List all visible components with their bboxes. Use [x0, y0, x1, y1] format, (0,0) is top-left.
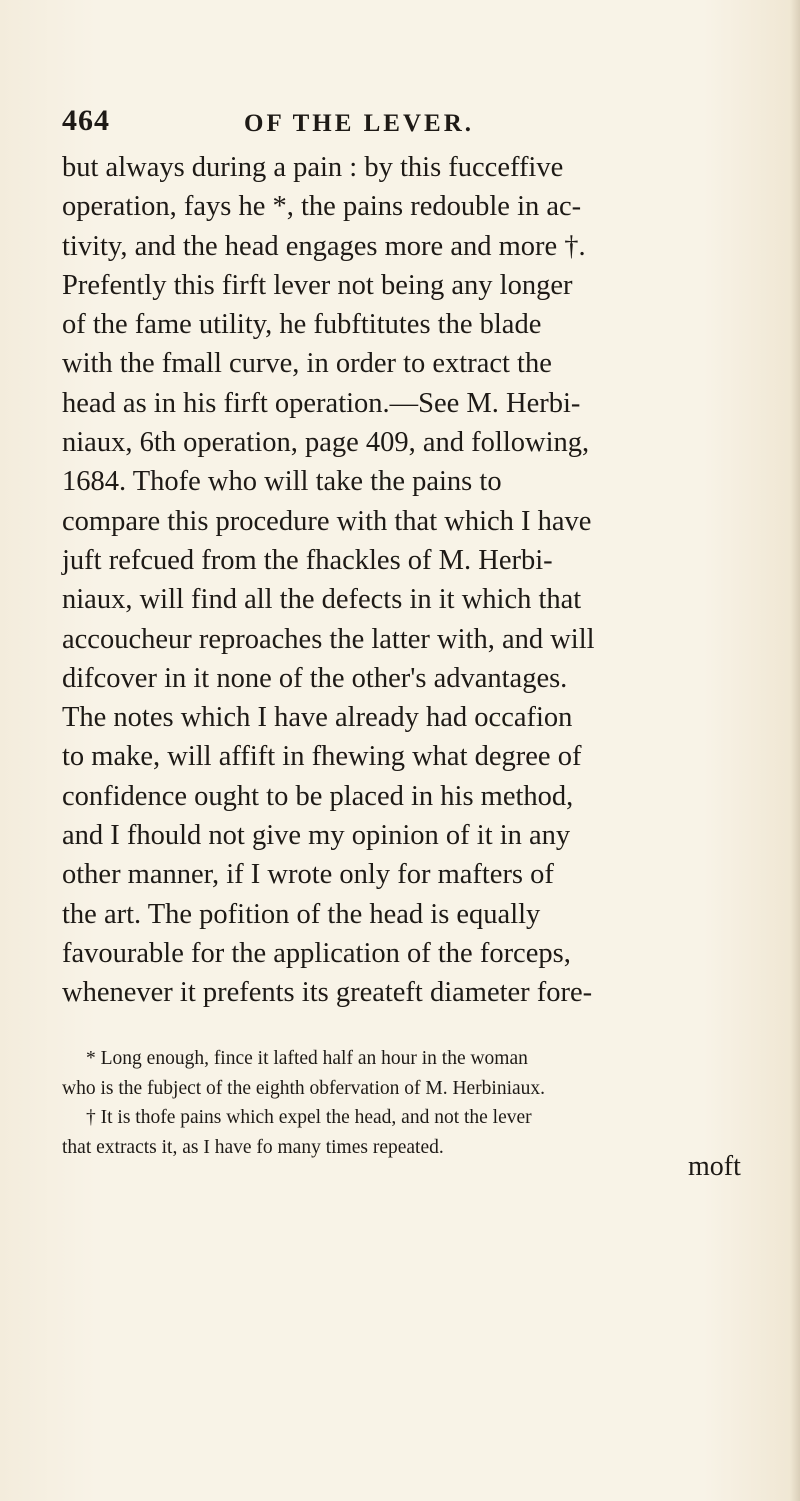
text-line: other manner, if I wrote only for mafters of — [62, 859, 554, 891]
text-line: the art. The pofition of the head is equally — [62, 898, 541, 930]
text-line: compare this procedure with that which I have — [62, 505, 592, 537]
text-line: whenever it prefents its greateft diameter fore- — [62, 977, 593, 1009]
footnote-line: who is the fubject of the eighth obfervation of M. Herbiniaux. — [62, 1077, 546, 1099]
text-line: niaux, will find all the defects in it which that — [62, 584, 582, 616]
text-line: but always during a pain : by this fucceffive — [62, 152, 564, 183]
text-line: niaux, 6th operation, page 409, and following, — [62, 427, 590, 459]
text-line: and I fhould not give my opinion of it in any — [62, 820, 571, 852]
text-line: confidence ought to be placed in his method, — [62, 780, 574, 812]
body-text — [62, 148, 774, 1013]
page-edge-shadow — [790, 0, 800, 1501]
text-line: difcover in it none of the other's advantages. — [62, 662, 568, 694]
footnote-line: that extracts it, as I have fo many times repeated. — [62, 1136, 444, 1158]
running-head: OF THE LEVER. — [244, 110, 475, 137]
text-line: 1684. Thofe who will take the pains to — [62, 466, 502, 498]
catchword: moft — [688, 1151, 741, 1182]
text-line: accoucheur reproaches the latter with, and will — [62, 623, 595, 655]
text-line: head as in his firft operation.—See M. Herbi- — [62, 387, 581, 419]
text-line: juft refcued from the fhackles of M. Herbi- — [62, 544, 553, 576]
text-line: with the fmall curve, in order to extract the — [62, 348, 552, 380]
text-line: The notes which I have already had occafion — [62, 702, 573, 734]
footnote-line: * Long enough, fince it lafted half an hour in the woman — [86, 1048, 528, 1069]
page-number: 464 — [62, 104, 110, 137]
footnote-line: † It is thofe pains which expel the head, and not the lever — [86, 1107, 532, 1129]
text-line: favourable for the application of the forceps, — [62, 937, 571, 969]
footnotes — [62, 1044, 774, 1162]
text-line: of the fame utility, he fubftitutes the blade — [62, 309, 542, 341]
text-line: operation, fays he *, the pains redouble in ac- — [62, 191, 582, 223]
page-header — [62, 104, 762, 144]
text-line: Prefently this firft lever not being any longer — [62, 269, 573, 301]
text-line: to make, will affift in fhewing what degree of — [62, 741, 582, 773]
text-line: tivity, and the head engages more and more †. — [62, 230, 586, 262]
